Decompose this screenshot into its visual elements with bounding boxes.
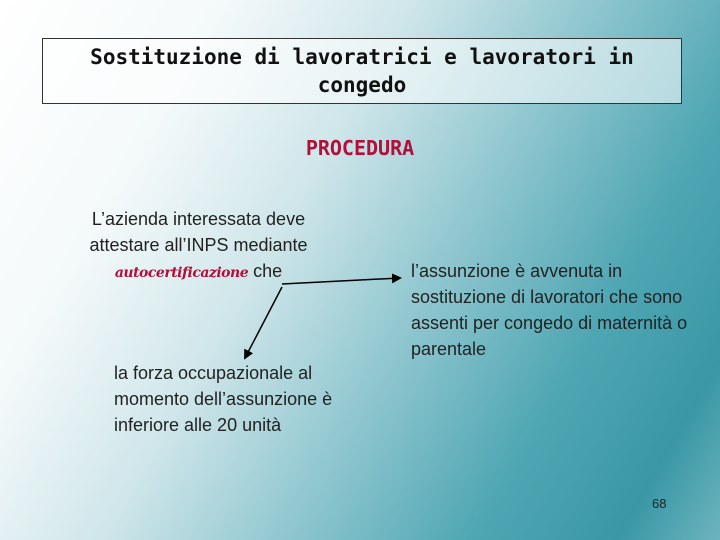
left-text-che: che (253, 261, 283, 281)
autocertificazione-highlight: autocertificazione (114, 265, 249, 281)
arrow-to-right (282, 278, 400, 284)
page-number: 68 (652, 496, 667, 511)
right-text-block: l’assunzione è avvenuta in sostituzione di lavoratori che sono assenti per congedo di maternità o parentale (411, 261, 688, 359)
bottom-text-block: la forza occupazionale al momento dell’assunzione è inferiore alle 20 unità (114, 363, 333, 435)
slide-subtitle: PROCEDURA (305, 136, 415, 160)
arrow-to-bottom (245, 287, 282, 358)
slide-title: Sostituzione di lavoratrici e lavoratori in congedo (90, 45, 634, 97)
left-text-main: L’azienda interessata deve attestare all’INPS mediante (89, 209, 308, 255)
